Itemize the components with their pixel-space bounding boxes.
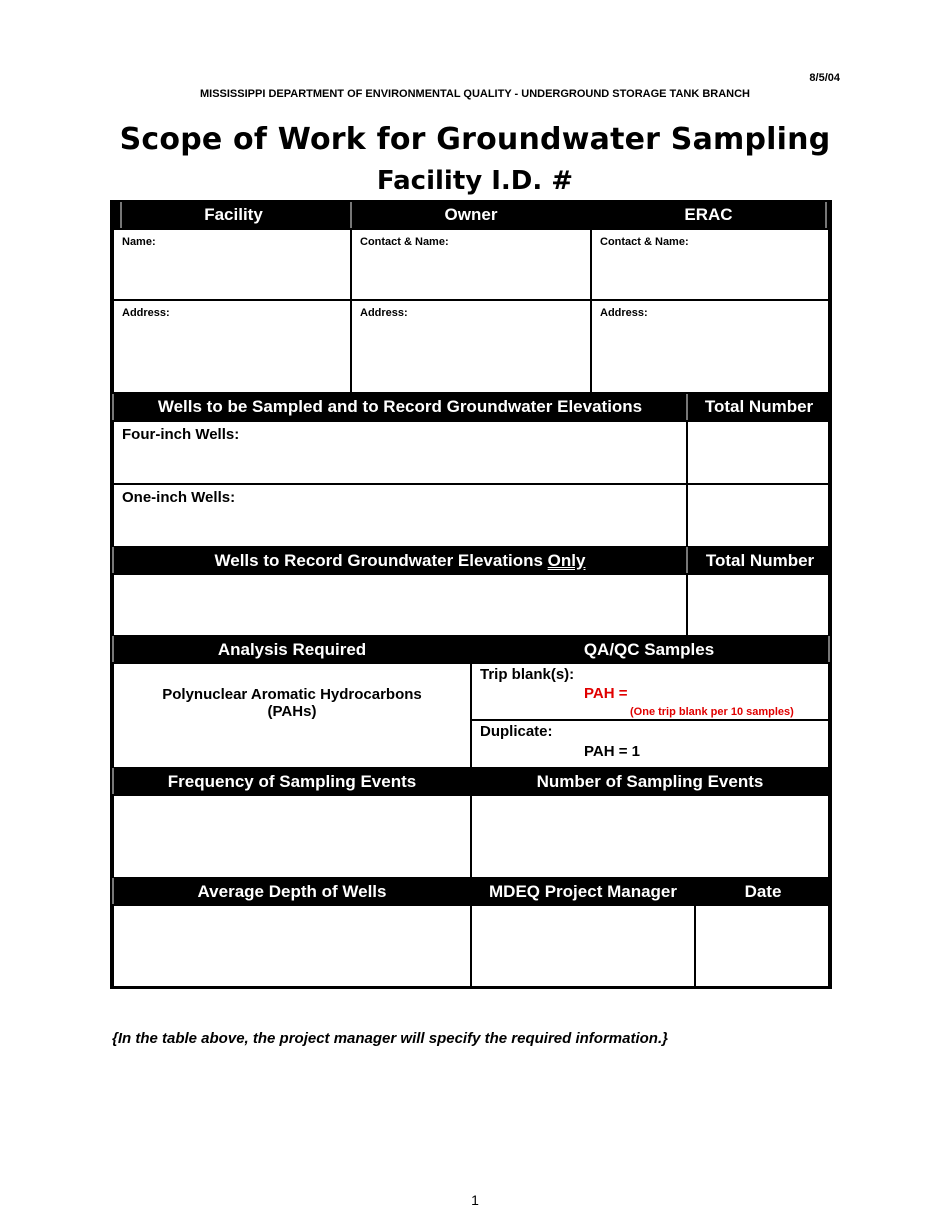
- elev-only-wells-cell[interactable]: [112, 573, 688, 637]
- duplicate-pah: PAH = 1: [584, 743, 640, 760]
- manager-cell[interactable]: [470, 904, 696, 988]
- facility-address-label: Address:: [122, 307, 170, 319]
- instruction-note: {In the table above, the project manager will specify the required information.}: [112, 1030, 668, 1047]
- page-title: Scope of Work for Groundwater Sampling: [119, 122, 831, 157]
- date-cell[interactable]: [694, 904, 830, 988]
- analysis-header: Analysis Required: [112, 636, 470, 663]
- analysis-abbrev: (PAHs): [267, 703, 317, 720]
- trip-blank-note: (One trip blank per 10 samples): [630, 706, 794, 718]
- four-inch-wells-cell[interactable]: [112, 420, 688, 485]
- qaqc-header: QA/QC Samples: [470, 636, 830, 663]
- trip-blank-cell[interactable]: [470, 662, 830, 721]
- elev-only-total-cell[interactable]: [686, 573, 830, 637]
- wells-sampled-header: Wells to be Sampled and to Record Groundwater Elevations: [112, 394, 686, 420]
- department-name: MISSISSIPPI DEPARTMENT OF ENVIRONMENTAL QUALITY - UNDERGROUND STORAGE TANK BRANCH: [199, 88, 751, 100]
- trip-blank-label: Trip blank(s):: [480, 666, 575, 683]
- analysis-name: Polynuclear Aromatic Hydrocarbons: [162, 686, 422, 703]
- erac-header: ERAC: [592, 202, 827, 228]
- page-number: 1: [471, 1192, 479, 1208]
- wells-sampled-total-header: Total Number: [686, 394, 830, 420]
- owner-address-label: Address:: [360, 307, 408, 319]
- facility-address-cell[interactable]: [112, 299, 352, 394]
- wells-elev-only-emphasis: Only: [547, 550, 586, 570]
- wells-elev-only-header-text: Wells to Record Groundwater Elevations: [214, 550, 543, 570]
- owner-header: Owner: [350, 202, 590, 228]
- four-inch-total-cell[interactable]: [686, 420, 830, 485]
- facility-id-title: Facility I.D. #: [376, 166, 574, 196]
- erac-contact-cell[interactable]: [590, 228, 830, 301]
- number-events-cell[interactable]: [470, 794, 830, 879]
- owner-address-cell[interactable]: [350, 299, 592, 394]
- owner-contact-cell[interactable]: [350, 228, 592, 301]
- document-date: 8/5/04: [809, 72, 840, 84]
- erac-contact-label: Contact & Name:: [600, 236, 689, 248]
- frequency-cell[interactable]: [112, 794, 472, 879]
- facility-name-cell[interactable]: [112, 228, 352, 301]
- wells-elev-only-header: [112, 547, 686, 574]
- one-inch-wells-label: One-inch Wells:: [122, 489, 236, 506]
- facility-name-label: Name:: [122, 236, 156, 248]
- one-inch-wells-cell[interactable]: [112, 483, 688, 548]
- depth-cell[interactable]: [112, 904, 472, 988]
- duplicate-label: Duplicate:: [480, 723, 553, 740]
- four-inch-wells-label: Four-inch Wells:: [122, 426, 240, 443]
- wells-elev-total-header: Total Number: [686, 547, 832, 574]
- trip-blank-pah: PAH =: [584, 685, 628, 702]
- erac-address-label: Address:: [600, 307, 648, 319]
- owner-contact-label: Contact & Name:: [360, 236, 449, 248]
- number-events-header: Number of Sampling Events: [470, 768, 830, 795]
- frequency-header: Frequency of Sampling Events: [112, 768, 470, 795]
- analysis-cell: [112, 662, 472, 769]
- duplicate-cell[interactable]: [470, 719, 830, 769]
- one-inch-total-cell[interactable]: [686, 483, 830, 548]
- erac-address-cell[interactable]: [590, 299, 830, 394]
- depth-header: Average Depth of Wells: [112, 878, 470, 905]
- date-header: Date: [694, 878, 832, 905]
- manager-header: MDEQ Project Manager: [470, 878, 696, 905]
- facility-header: Facility: [120, 202, 345, 228]
